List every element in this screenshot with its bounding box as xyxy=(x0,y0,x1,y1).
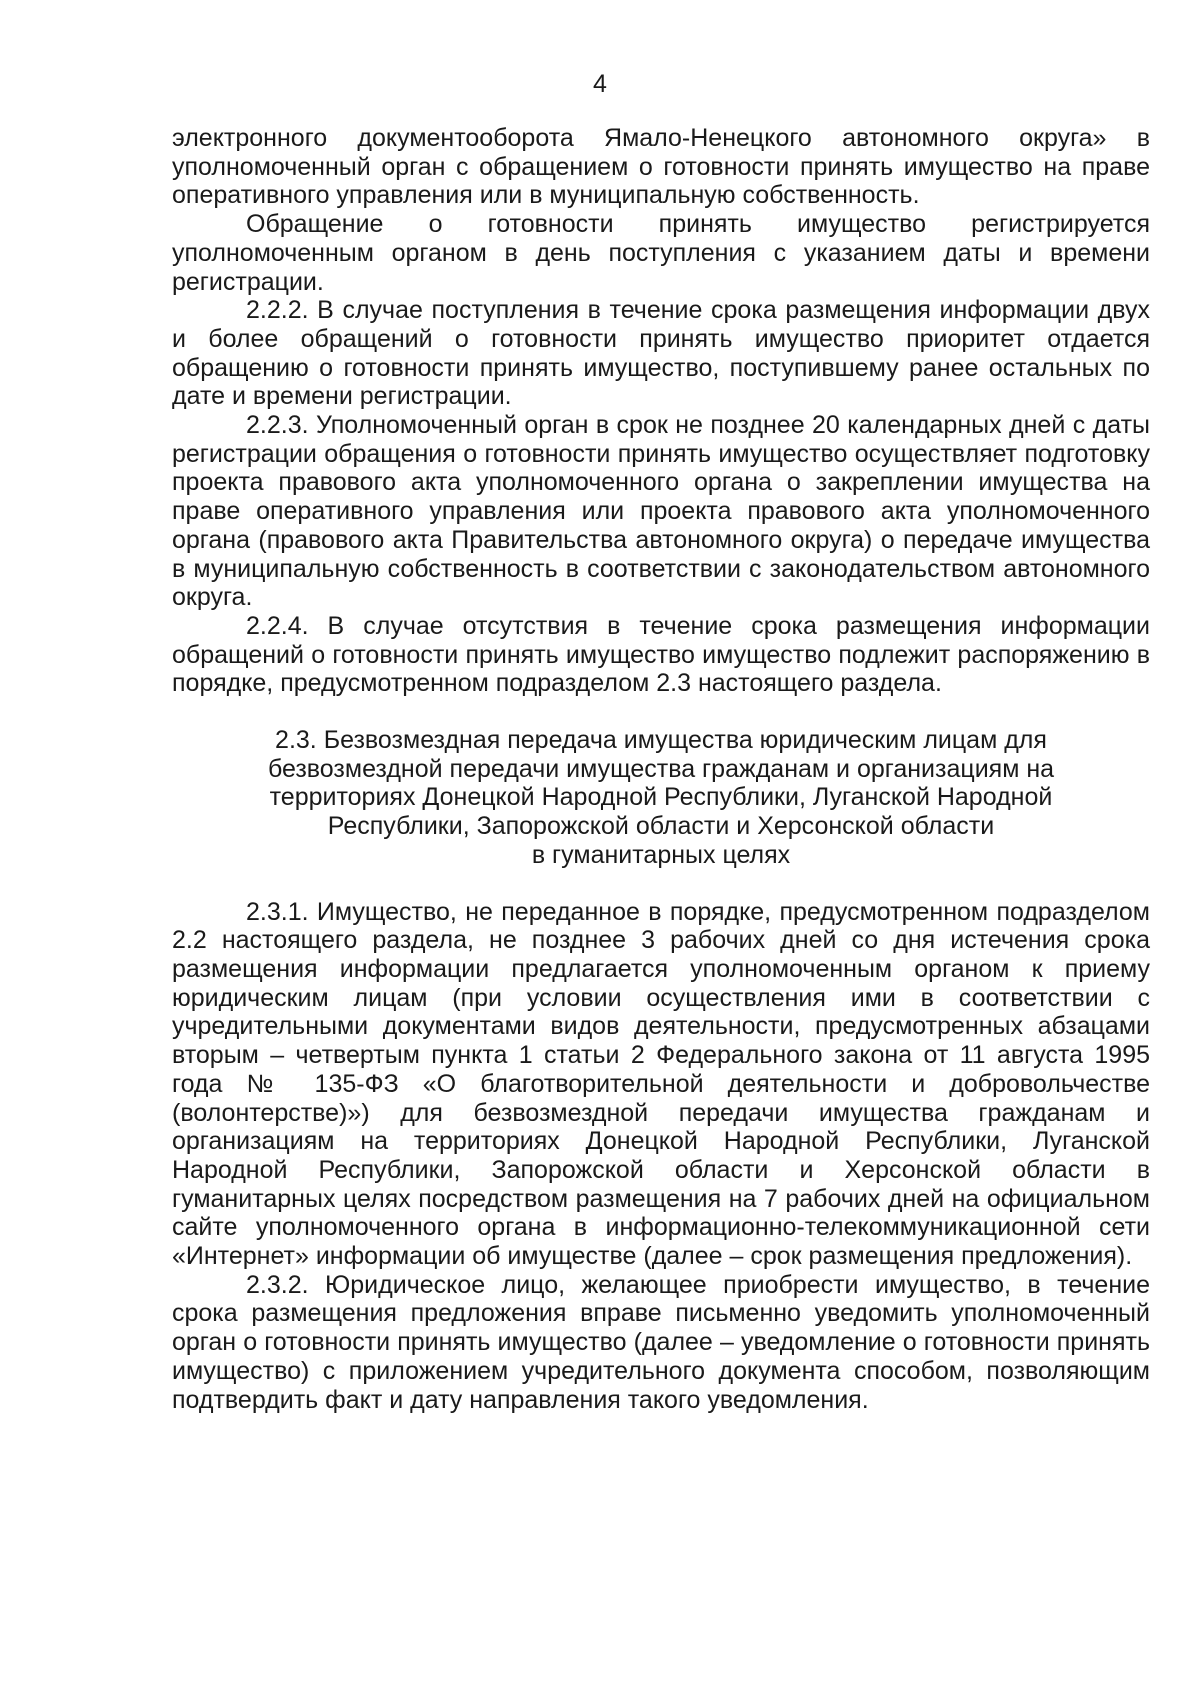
heading-line: территориях Донецкой Народной Республики, Луганской Народной xyxy=(269,783,1053,812)
heading-line: 2.3. Безвозмездная передача имущества юридическим лицам для xyxy=(275,726,1047,755)
page-number: 4 xyxy=(593,70,607,98)
paragraph-2-2-3: 2.2.3. Уполномоченный орган в срок не позднее 20 календарных дней с даты регистрации обращения о готовности принять имущество осуществляет подготовку проекта правового акта уполномоченного органа о закреплении имущества на праве оперативного управления или проекта правового акта уполномоченного органа (правового акта Правительства автономного округа) о передаче имущества в муниципальную собственность в соответствии с законодательством автономного округа. xyxy=(172,411,1150,612)
paragraph-2-3-2: 2.3.2. Юридическое лицо, желающее приобрести имущество, в течение срока размещения предложения вправе письменно уведомить уполномоченный орган о готовности принять имущество (далее – уведомление о готовности принять имущество) с приложением учредительного документа способом, позволяющим подтвердить факт и дату направления такого уведомления. xyxy=(172,1270,1150,1414)
paragraph-2-2-2: 2.2.2. В случае поступления в течение срока размещения информации двух и более обращений о готовности принять имущество приоритет отдается обращению о готовности принять имущество, поступившему ранее остальных по дате и времени регистрации. xyxy=(172,296,1150,411)
paragraph-2-2-4: 2.2.4. В случае отсутствия в течение срока размещения информации обращений о готовности принять имущество имущество подлежит распоряжению в порядке, предусмотренном подразделом 2.3 настоящего раздела. xyxy=(172,611,1150,698)
heading-line: Республики, Запорожской области и Херсонской области xyxy=(327,812,995,841)
section-heading-2-3 xyxy=(172,726,1150,870)
paragraph-registration: Обращение о готовности принять имущество регистрируется уполномоченным органом в день поступления с указанием даты и времени регистрации. xyxy=(172,210,1150,296)
heading-line: безвозмездной передачи имущества гражданам и организациям на xyxy=(267,754,1055,783)
paragraph-continuation: электронного документооборота Ямало-Ненецкого автономного округа» в уполномоченный орган с обращением о готовности принять имущество на праве оперативного управления или в муниципальную собственность. xyxy=(172,124,1150,210)
heading-line: в гуманитарных целях xyxy=(531,840,791,869)
document-body xyxy=(172,124,1150,1414)
paragraph-2-3-1: 2.3.1. Имущество, не переданное в порядке, предусмотренном подразделом 2.2 настоящего раздела, не позднее 3 рабочих дней со дня истечения срока размещения информации предлагается уполномоченным органом к приему юридическим лицам (при условии осуществления ими в соответствии с учредительными документами видов деятельности, предусмотренных абзацами вторым – четвертым пункта 1 статьи 2 Федерального закона от 11 августа 1995 года № 135-ФЗ «О благотворительной деятельности и добровольчестве (волонтерстве)») для безвозмездной передачи имущества гражданам и организациям на территориях Донецкой Народной Республики, Луганской Народной Республики, Запорожской области и Херсонской области в гуманитарных целях посредством размещения на 7 рабочих дней на официальном сайте уполномоченного органа в информационно-телекоммуникационной сети «Интернет» информации об имуществе (далее – срок размещения предложения). xyxy=(172,897,1150,1271)
